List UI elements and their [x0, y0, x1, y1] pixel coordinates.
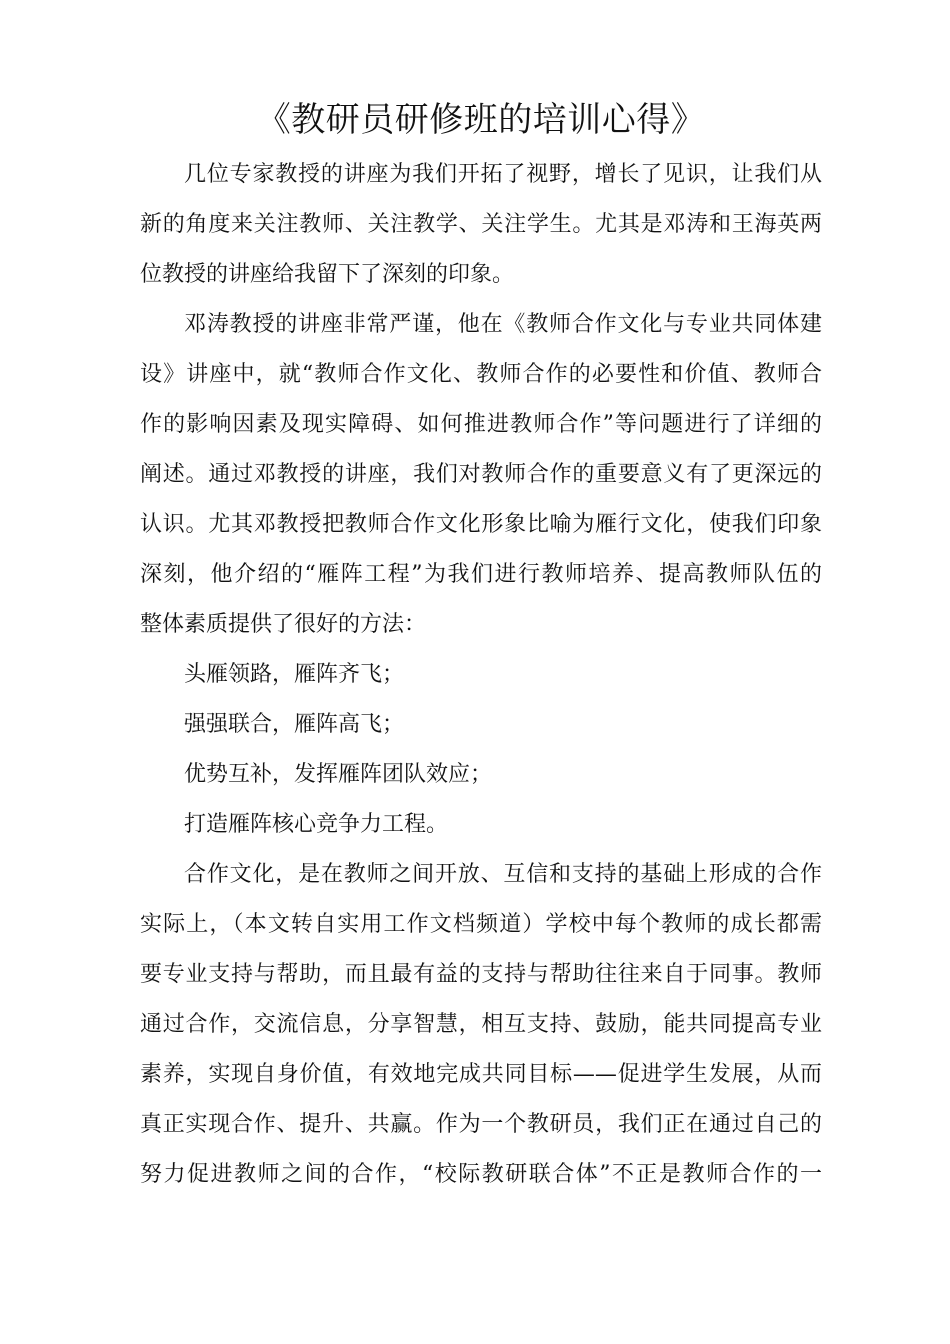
paragraph-line: 几位专家教授的讲座为我们开拓了视野，增长了见识，让我们从 [184, 162, 822, 187]
paragraph-line: 邓涛教授的讲座非常严谨，他在《教师合作文化与专业共同体建 [184, 312, 822, 337]
document-page [140, 96, 822, 1200]
paragraph-line: 认识。尤其邓教授把教师合作文化形象比喻为雁行文化，使我们印象 [140, 512, 822, 537]
paragraph-line: 实际上，（本文转自实用工作文档频道）学校中每个教师的成长都需 [140, 912, 822, 937]
paragraph-line: 新的角度来关注教师、关注教学、关注学生。尤其是邓涛和王海英两 [140, 212, 822, 237]
goose-formation-list [140, 650, 822, 850]
paragraph-line: 努力促进教师之间的合作，“校际教研联合体”不正是教师合作的一 [140, 1162, 822, 1187]
paragraph-line: 要专业支持与帮助，而且最有益的支持与帮助往往来自于同事。教师 [140, 962, 822, 987]
paragraph-line: 作的影响因素及现实障碍、如何推进教师合作”等问题进行了详细的 [140, 412, 822, 437]
paragraph-line: 阐述。通过邓教授的讲座，我们对教师合作的重要意义有了更深远的 [140, 462, 822, 487]
paragraph-line: 设》讲座中，就“教师合作文化、教师合作的必要性和价值、教师合 [140, 362, 822, 387]
paragraph-line: 整体素质提供了很好的方法： [140, 612, 427, 637]
paragraph-line: 合作文化，是在教师之间开放、互信和支持的基础上形成的合作 [184, 862, 822, 887]
paragraph-line: 通过合作，交流信息，分享智慧，相互支持、鼓励，能共同提高专业 [140, 1012, 822, 1037]
paragraph-line: 素养，实现自身价值，有效地完成共同目标——促进学生发展，从而 [140, 1062, 822, 1087]
paragraph-cooperation-culture [140, 850, 822, 1200]
list-item: 强强联合，雁阵高飞； [184, 712, 405, 737]
paragraph-dengtao [140, 300, 822, 650]
paragraph-line: 真正实现合作、提升、共赢。作为一个教研员，我们正在通过自己的 [140, 1112, 822, 1137]
document-title: 《教研员研修班的培训心得》 [256, 100, 706, 140]
paragraph-line: 深刻，他介绍的“雁阵工程”为我们进行教师培养、提高教师队伍的 [140, 562, 822, 587]
list-item: 优势互补，发挥雁阵团队效应； [184, 762, 493, 787]
paragraph-intro [140, 150, 822, 300]
paragraph-line: 位教授的讲座给我留下了深刻的印象。 [140, 262, 515, 287]
list-item: 头雁领路，雁阵齐飞； [184, 662, 405, 687]
list-item: 打造雁阵核心竞争力工程。 [184, 812, 449, 837]
